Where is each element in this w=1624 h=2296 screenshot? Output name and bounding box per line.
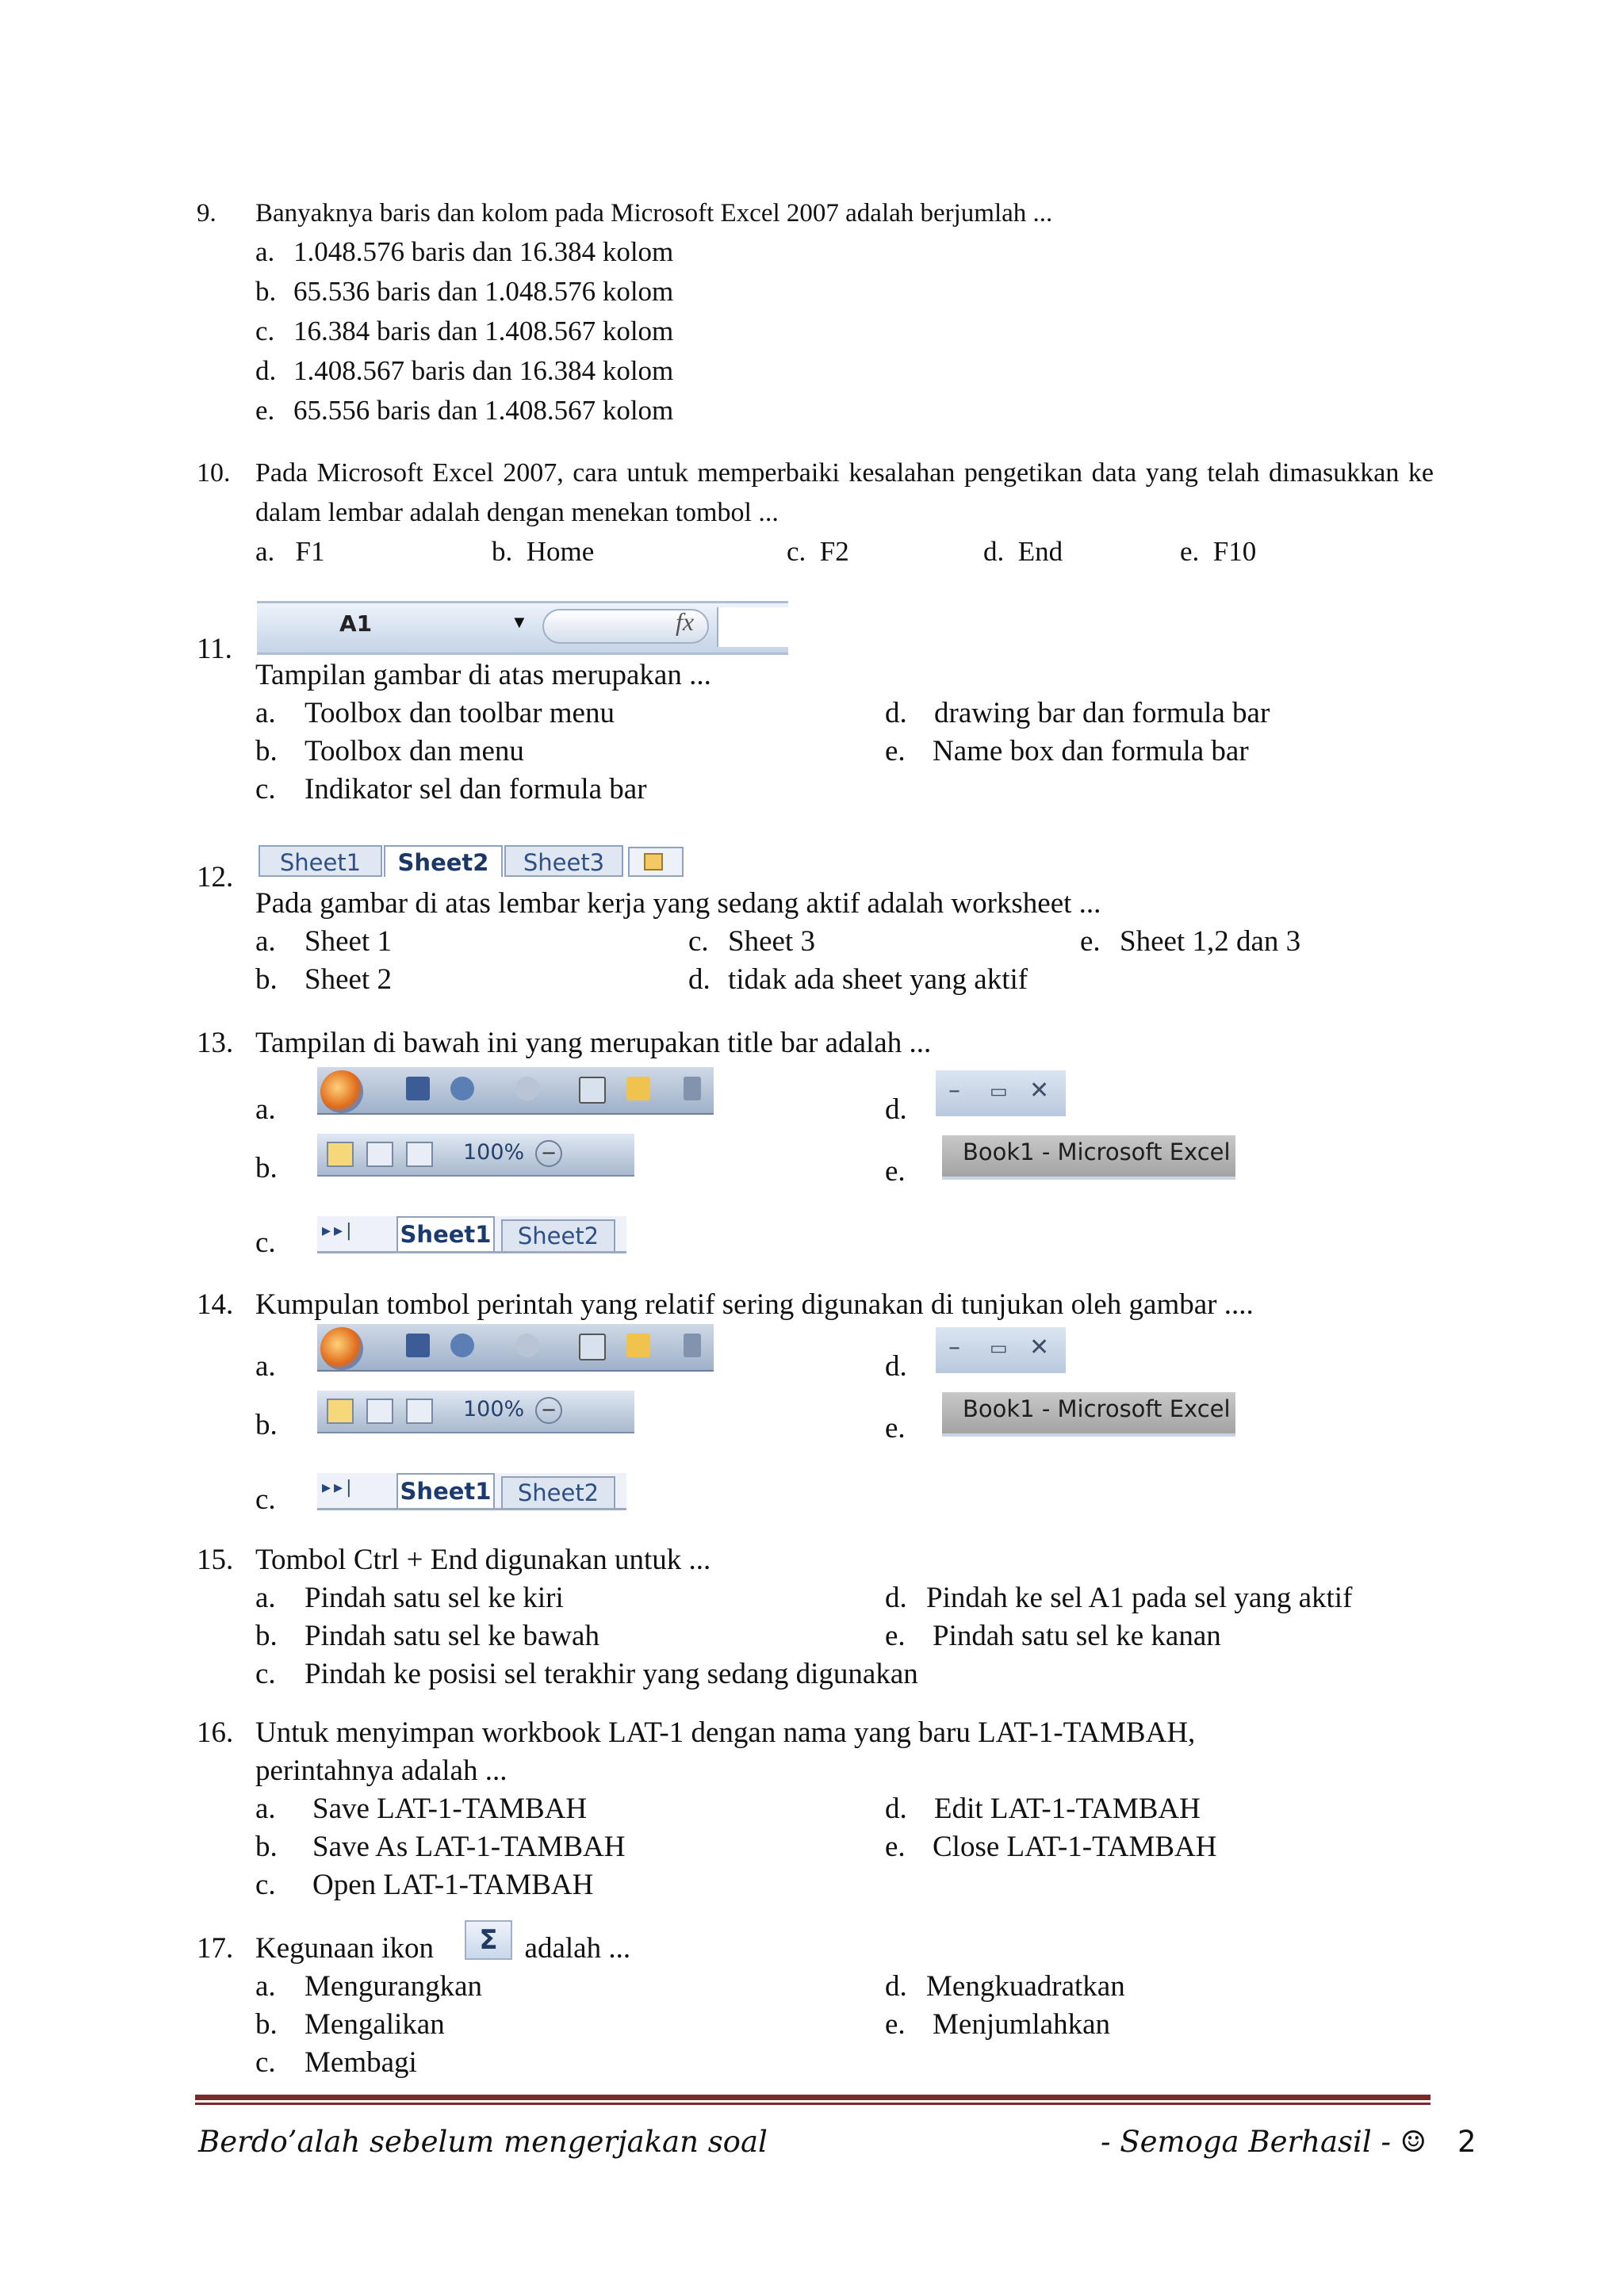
option-text: Sheet 2 bbox=[304, 963, 392, 996]
sheet-tab: Sheet3 bbox=[504, 845, 623, 877]
option-text: Pindah ke sel A1 pada sel yang aktif bbox=[926, 1582, 1353, 1614]
page-layout-icon bbox=[366, 1399, 393, 1424]
title-text: Book1 - Microsoft Excel bbox=[963, 1138, 1231, 1165]
close-icon: ✕ bbox=[1029, 1077, 1050, 1104]
zoom-out-icon: − bbox=[535, 1140, 562, 1167]
question-text: Pada gambar di atas lembar kerja yang sedang aktif adalah worksheet ... bbox=[255, 887, 1101, 920]
zoom-level: 100% bbox=[463, 1397, 525, 1422]
page-break-icon bbox=[406, 1142, 433, 1167]
question-text: Untuk menyimpan workbook LAT-1 dengan nama yang baru LAT-1-TAMBAH, perintahnya adalah ... bbox=[255, 1716, 1196, 1787]
footer-rule bbox=[195, 2095, 1431, 2100]
option-text: drawing bar dan formula bar bbox=[934, 697, 1270, 729]
option-text: Close LAT-1-TAMBAH bbox=[933, 1831, 1217, 1863]
option-text: Pindah satu sel ke kanan bbox=[933, 1620, 1221, 1652]
close-icon: ✕ bbox=[1029, 1334, 1050, 1361]
undo-icon bbox=[450, 1077, 474, 1100]
option-letter: d. bbox=[255, 355, 277, 386]
sheet-nav-tabs-image bbox=[317, 1216, 626, 1253]
option-letter: c. bbox=[255, 1869, 276, 1901]
question-text: Tampilan gambar di atas merupakan ... bbox=[255, 659, 711, 691]
option-letter: a. bbox=[255, 925, 276, 958]
option-letter: b. bbox=[255, 963, 278, 996]
option-text: tidak ada sheet yang aktif bbox=[728, 963, 1028, 996]
question-number: 17. bbox=[197, 1932, 234, 1965]
question-text-after: adalah ... bbox=[524, 1932, 631, 1965]
open-folder-icon bbox=[626, 1077, 650, 1100]
option-text: Pindah satu sel ke kiri bbox=[304, 1582, 564, 1614]
option-letter: c. bbox=[255, 773, 276, 806]
option-letter: e. bbox=[1080, 925, 1101, 958]
option-text: Mengurangkan bbox=[304, 1970, 482, 2003]
option-letter: d. bbox=[885, 1793, 907, 1825]
page-number: 2 bbox=[1457, 2125, 1477, 2159]
save-icon bbox=[406, 1334, 430, 1357]
option-letter: e. bbox=[885, 735, 906, 767]
option-letter: e. bbox=[885, 1620, 906, 1652]
option-letter: b. bbox=[255, 1831, 278, 1863]
sheet-tab: Sheet2 bbox=[501, 1476, 615, 1508]
normal-view-icon bbox=[327, 1142, 354, 1167]
option-letter: a. bbox=[255, 697, 276, 729]
option-letter: d. bbox=[885, 697, 907, 729]
question-text: Pada Microsoft Excel 2007, cara untuk memperbaiki kesalahan pengetikan data yang telah dimasukkan ke dalam lembar adalah dengan menekan tombol ... bbox=[255, 458, 1434, 527]
question-number: 15. bbox=[197, 1544, 234, 1576]
print-preview-icon bbox=[579, 1077, 606, 1104]
option-letter: c. bbox=[255, 2046, 276, 2079]
option-c: c. F2 bbox=[787, 536, 849, 567]
option-letter: d. bbox=[885, 1093, 907, 1126]
question-text: Tampilan di bawah ini yang merupakan title bar adalah ... bbox=[255, 1027, 932, 1059]
option-letter: b. bbox=[255, 735, 278, 767]
sheet-tab-active: Sheet1 bbox=[396, 1216, 495, 1251]
office-button-icon bbox=[320, 1070, 363, 1113]
footer-right-text: - Semoga Berhasil - ☺ bbox=[1101, 2125, 1427, 2159]
question-number: 14. bbox=[197, 1288, 234, 1321]
option-letter: a. bbox=[255, 1093, 276, 1126]
status-bar-image bbox=[317, 1134, 634, 1177]
option-letter: c. bbox=[688, 925, 709, 958]
question-number: 12. bbox=[197, 861, 234, 894]
option-text: Pindah satu sel ke bawah bbox=[304, 1620, 599, 1652]
question-15 bbox=[197, 1541, 1434, 1693]
office-button-icon bbox=[320, 1327, 363, 1370]
option-letter: b. bbox=[255, 1620, 278, 1652]
option-letter: a. bbox=[255, 236, 275, 267]
title-bar-image bbox=[942, 1135, 1235, 1180]
option-text: Pindah ke posisi sel terakhir yang sedang digunakan bbox=[304, 1658, 918, 1690]
option-letter: c. bbox=[255, 1483, 276, 1516]
option-text: Mengkuadratkan bbox=[926, 1970, 1125, 2003]
option-letter: a. bbox=[255, 1582, 276, 1614]
customize-arrow-icon bbox=[684, 1077, 701, 1100]
question-text: Tombol Ctrl + End digunakan untuk ... bbox=[255, 1544, 711, 1576]
option-b: b. Home bbox=[492, 536, 595, 567]
option-letter: e. bbox=[885, 1155, 906, 1188]
window-buttons-image bbox=[936, 1327, 1066, 1373]
insert-sheet-icon bbox=[628, 847, 684, 877]
option-text: 65.536 baris dan 1.048.576 kolom bbox=[293, 276, 674, 307]
title-bar-image bbox=[942, 1392, 1235, 1437]
autosum-sigma-icon: Σ bbox=[465, 1920, 512, 1960]
option-letter: a. bbox=[255, 1350, 276, 1383]
restore-icon: ▭ bbox=[990, 1337, 1008, 1359]
option-letter: d. bbox=[688, 963, 710, 996]
option-text: Menjumlahkan bbox=[933, 2008, 1111, 2041]
formula-input bbox=[717, 607, 788, 647]
sheet-tab: Sheet2 bbox=[501, 1219, 615, 1251]
fx-icon: fx bbox=[676, 607, 695, 636]
option-text: Toolbox dan toolbar menu bbox=[304, 697, 615, 729]
question-text-before: Kegunaan ikon bbox=[255, 1932, 435, 1965]
question-9 bbox=[197, 194, 1434, 430]
status-bar-image bbox=[317, 1391, 634, 1433]
option-text: Sheet 1,2 dan 3 bbox=[1120, 925, 1301, 958]
option-text: 1.048.576 baris dan 16.384 kolom bbox=[293, 236, 674, 267]
option-text: Save As LAT-1-TAMBAH bbox=[312, 1831, 626, 1863]
dropdown-arrow-icon: ▼ bbox=[511, 612, 528, 632]
option-letter: b. bbox=[255, 2008, 278, 2041]
name-box-cell: A1 bbox=[339, 610, 373, 637]
window-buttons-image bbox=[936, 1070, 1066, 1116]
undo-icon bbox=[450, 1334, 474, 1357]
option-text: Sheet 3 bbox=[728, 925, 815, 958]
option-letter: c. bbox=[255, 316, 275, 346]
option-letter: d. bbox=[885, 1970, 907, 2003]
option-letter: a. bbox=[255, 1793, 276, 1825]
question-text: Banyaknya baris dan kolom pada Microsoft Excel 2007 adalah berjumlah ... bbox=[255, 199, 1053, 228]
option-text: Indikator sel dan formula bar bbox=[304, 773, 647, 806]
option-letter: c. bbox=[255, 1226, 276, 1259]
page-layout-icon bbox=[366, 1142, 393, 1167]
option-letter: b. bbox=[255, 1152, 278, 1184]
sheet-tab-active: Sheet2 bbox=[384, 845, 503, 877]
option-text: Name box dan formula bar bbox=[933, 735, 1249, 767]
option-text: Edit LAT-1-TAMBAH bbox=[934, 1793, 1201, 1825]
option-letter: e. bbox=[885, 1412, 906, 1445]
sheet-tab-active: Sheet1 bbox=[396, 1473, 495, 1508]
sheet-nav-tabs-image bbox=[317, 1473, 626, 1510]
redo-icon bbox=[515, 1334, 539, 1357]
question-number: 11. bbox=[197, 633, 232, 665]
question-number: 13. bbox=[197, 1027, 234, 1059]
option-letter: e. bbox=[885, 2008, 906, 2041]
option-letter: b. bbox=[255, 1409, 278, 1441]
page-break-icon bbox=[406, 1399, 433, 1424]
customize-arrow-icon bbox=[684, 1334, 701, 1357]
name-box-formula-bar-image bbox=[257, 601, 788, 655]
footer-rule-thin bbox=[195, 2103, 1431, 2105]
question-number: 10. bbox=[197, 458, 231, 488]
print-preview-icon bbox=[579, 1334, 606, 1360]
option-text: 65.556 baris dan 1.408.567 kolom bbox=[293, 395, 674, 426]
option-text: 1.408.567 baris dan 16.384 kolom bbox=[293, 355, 674, 386]
normal-view-icon bbox=[327, 1399, 354, 1424]
restore-icon: ▭ bbox=[990, 1080, 1008, 1102]
option-d: d. End bbox=[983, 536, 1063, 567]
option-letter: d. bbox=[885, 1582, 907, 1614]
open-folder-icon bbox=[626, 1334, 650, 1357]
option-letter: e. bbox=[255, 395, 275, 426]
quick-access-toolbar-image bbox=[317, 1324, 714, 1372]
sheet-tabs-image bbox=[259, 845, 703, 880]
minimize-icon: – bbox=[948, 1077, 960, 1104]
zoom-level: 100% bbox=[463, 1140, 525, 1165]
quick-access-toolbar-image bbox=[317, 1067, 714, 1115]
option-a: a. F1 bbox=[255, 536, 325, 567]
question-text: Kumpulan tombol perintah yang relatif sering digunakan di tunjukan oleh gambar .... bbox=[255, 1288, 1254, 1321]
option-letter: a. bbox=[255, 1970, 276, 2003]
option-text: Mengalikan bbox=[304, 2008, 445, 2041]
zoom-out-icon: − bbox=[535, 1397, 562, 1424]
question-10 bbox=[197, 453, 1434, 571]
question-number: 9. bbox=[197, 199, 216, 228]
title-text: Book1 - Microsoft Excel bbox=[963, 1395, 1231, 1422]
option-text: Save LAT-1-TAMBAH bbox=[312, 1793, 588, 1825]
option-letter: e. bbox=[885, 1831, 906, 1863]
option-letter: d. bbox=[885, 1350, 907, 1383]
sheet-nav-arrows-icon: ▸▸| bbox=[322, 1478, 355, 1498]
option-text: Membagi bbox=[304, 2046, 417, 2079]
option-text: Sheet 1 bbox=[304, 925, 392, 958]
footer-left-text: Berdo’alah sebelum mengerjakan soal bbox=[198, 2125, 768, 2159]
option-text: 16.384 baris dan 1.408.567 kolom bbox=[293, 316, 674, 346]
minimize-icon: – bbox=[948, 1334, 960, 1361]
sheet-tab: Sheet1 bbox=[259, 845, 382, 877]
question-16 bbox=[197, 1714, 1434, 1904]
option-text: Open LAT-1-TAMBAH bbox=[312, 1869, 594, 1901]
option-text: Toolbox dan menu bbox=[304, 735, 524, 767]
option-letter: c. bbox=[255, 1658, 276, 1690]
redo-icon bbox=[515, 1077, 539, 1100]
save-icon bbox=[406, 1077, 430, 1100]
sheet-nav-arrows-icon: ▸▸| bbox=[322, 1221, 355, 1241]
option-letter: b. bbox=[255, 276, 277, 307]
question-number: 16. bbox=[197, 1716, 234, 1749]
option-e: e. F10 bbox=[1180, 536, 1257, 567]
